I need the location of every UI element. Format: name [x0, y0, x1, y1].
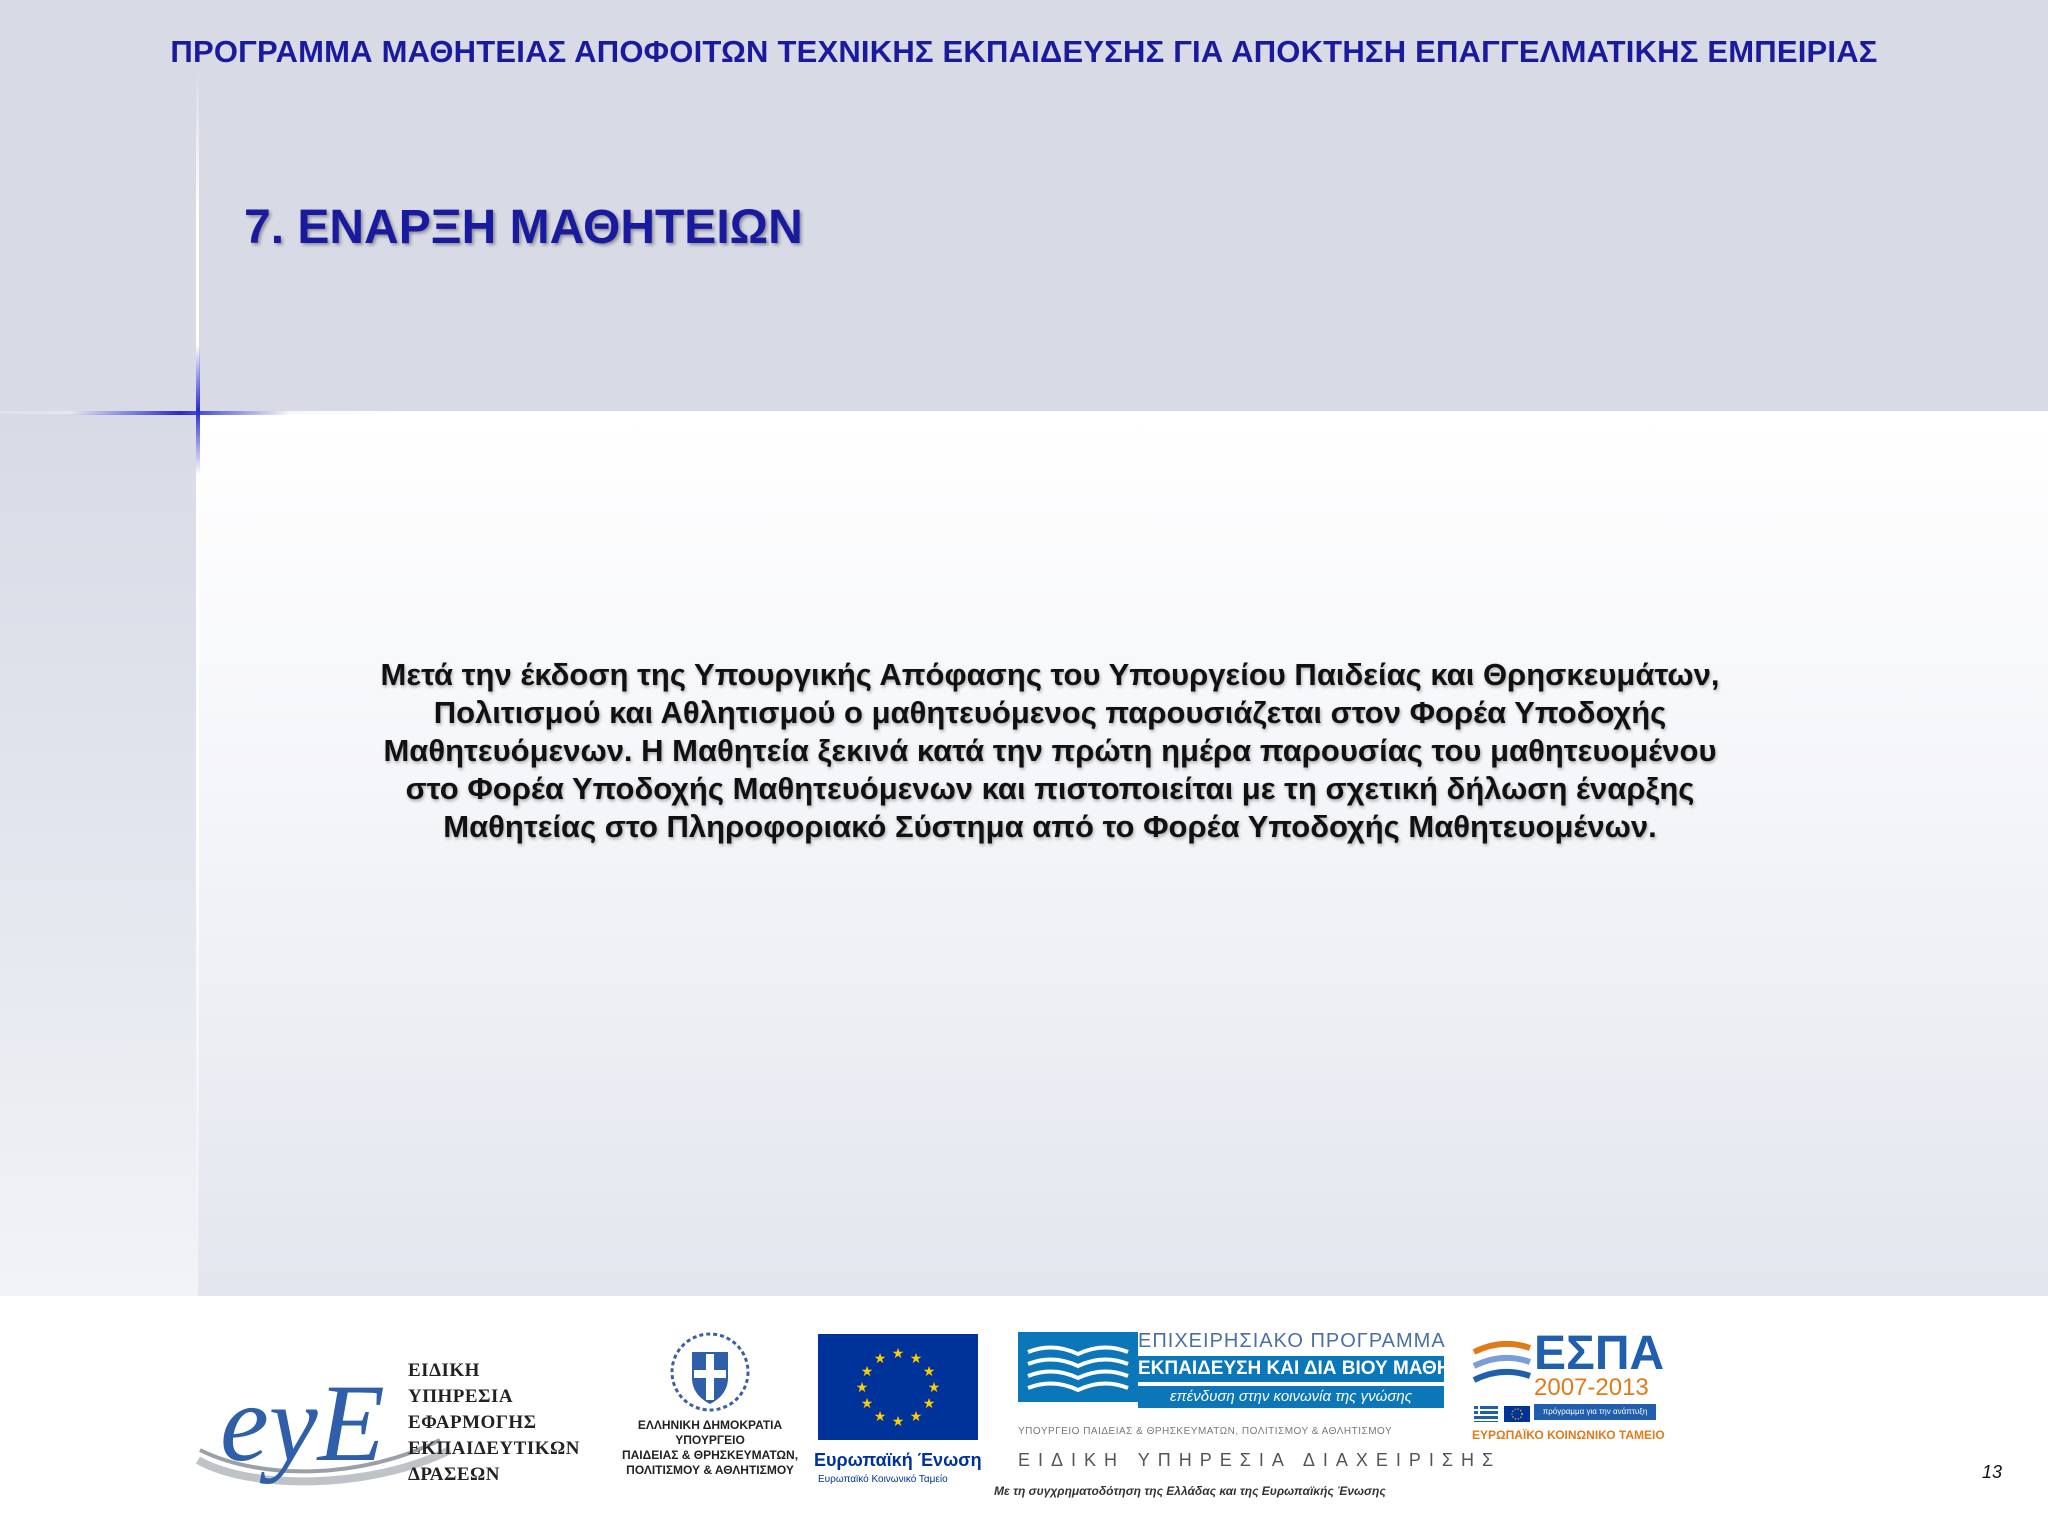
vertical-divider — [196, 70, 199, 1300]
open-book-icon — [1018, 1332, 1138, 1402]
ep-management-authority: ΕΙΔΙΚΗ ΥΠΗΡΕΣΙΑ ΔΙΑΧΕΙΡΙΣΗΣ — [1018, 1450, 1502, 1470]
cross-accent-vertical — [196, 345, 200, 475]
body-line: Πολιτισμού και Αθλητισμού ο μαθητευόμενος παρουσιάζεται στον Φορέα Υποδοχής — [433, 695, 1667, 730]
svg-text:★: ★ — [873, 1409, 887, 1425]
ep-program-label: ΕΠΙΧΕΙΡΗΣΙΑΚΟ ΠΡΟΓΡΑΜΜΑ — [1138, 1330, 1446, 1352]
svg-text:★: ★ — [860, 1364, 874, 1380]
svg-text:★: ★ — [922, 1396, 936, 1412]
ministry-line: ΠΑΙΔΕΙΑΣ & ΘΡΗΣΚΕΥΜΑΤΩΝ, — [621, 1448, 799, 1462]
eu-fund-label: Ευρωπαϊκό Κοινωνικό Ταμείο — [818, 1474, 948, 1485]
page-number: 13 — [1982, 1462, 2003, 1482]
greek-emblem-icon — [668, 1330, 752, 1414]
body-line: Μαθητευόμενων. Η Μαθητεία ξεκινά κατά την πρώτη ημέρα παρουσίας του μαθητευομένου — [383, 733, 1717, 768]
espa-waves-icon — [1472, 1338, 1532, 1398]
eye-logo-letter-e: eyE — [220, 1362, 385, 1484]
eye-agency-name — [408, 1358, 580, 1488]
cross-accent-horizontal — [70, 411, 290, 415]
svg-text:★: ★ — [891, 1414, 905, 1430]
eye-line: ΥΠΗΡΕΣΙΑ — [408, 1386, 514, 1407]
eye-line: ΕΙΔΙΚΗ — [408, 1360, 480, 1381]
ministry-line: ΠΟΛΙΤΙΣΜΟΥ & ΑΘΛΗΤΙΣΜΟΥ — [626, 1463, 794, 1477]
espa-tagline: πρόγραμμα για την ανάπτυξη — [1534, 1404, 1656, 1420]
eu-flag-icon — [818, 1334, 978, 1440]
eu-label: Ευρωπαϊκή Ένωση — [814, 1450, 982, 1470]
horizontal-divider — [0, 411, 2048, 414]
ep-program-slogan: επένδυση στην κοινωνία της γνώσης — [1138, 1386, 1444, 1408]
eye-line: ΕΦΑΡΜΟΓΗΣ — [408, 1412, 537, 1433]
program-title: ΠΡΟΓΡΑΜΜΑ ΜΑΘΗΤΕΙΑΣ ΑΠΟΦΟΙΤΩΝ ΤΕΧΝΙΚΗΣ ΕΚΠΑΙΔΕΥΣΗΣ ΓΙΑ ΑΠΟΚΤΗΣΗ ΕΠΑΓΓΕΛΜΑΤΙΚΗΣ ΕΜΠΕΙΡΙΑΣ — [170, 34, 1878, 69]
svg-text:★: ★ — [909, 1409, 923, 1425]
body-paragraph — [250, 656, 1850, 846]
greek-ministry-label — [600, 1418, 820, 1478]
espa-years: 2007-2013 — [1534, 1374, 1649, 1401]
body-line: Μετά την έκδοση της Υπουργικής Απόφασης του Υπουργείου Παιδείας και Θρησκευμάτων, — [380, 657, 1720, 692]
espa-fund-label: ΕΥΡΩΠΑΪΚΟ ΚΟΙΝΩΝΙΚΟ ΤΑΜΕΙΟ — [1472, 1428, 1665, 1442]
section-title: 7. ΕΝΑΡΞΗ ΜΑΘΗΤΕΙΩΝ — [244, 201, 803, 254]
eye-line: ΔΡΑΣΕΩΝ — [408, 1464, 500, 1485]
flags-icon — [1474, 1406, 1530, 1422]
eye-line: ΕΚΠΑΙΔΕΥΤΙΚΩΝ — [408, 1438, 580, 1459]
svg-text:★: ★ — [909, 1351, 923, 1367]
svg-text:★: ★ — [922, 1364, 936, 1380]
svg-text:★: ★ — [927, 1380, 941, 1396]
espa-title: ΕΣΠΑ — [1534, 1327, 1665, 1380]
content-background — [198, 414, 2048, 1296]
ministry-line: ΥΠΟΥΡΓΕΙΟ — [675, 1433, 745, 1447]
ministry-line: ΕΛΛΗΝΙΚΗ ΔΗΜΟΚΡΑΤΙΑ — [637, 1418, 783, 1432]
cofinance-note: Με τη συγχρηματοδότηση της Ελλάδας και της Ευρωπαϊκής Ένωσης — [994, 1484, 1386, 1498]
left-background — [0, 414, 198, 1296]
footer-bottom — [0, 1508, 2048, 1536]
svg-text:★: ★ — [860, 1396, 874, 1412]
body-line: στο Φορέα Υποδοχής Μαθητευόμενων και πιστοποιείται με τη σχετική δήλωση έναρξης — [405, 771, 1695, 806]
ep-program-name: ΕΚΠΑΙΔΕΥΣΗ ΚΑΙ ΔΙΑ ΒΙΟΥ ΜΑΘΗΣΗ — [1138, 1356, 1444, 1382]
body-line: Μαθητείας στο Πληροφοριακό Σύστημα από το Φορέα Υποδοχής Μαθητευομένων. — [443, 809, 1657, 844]
svg-text:★: ★ — [855, 1380, 869, 1396]
svg-text:★: ★ — [873, 1351, 887, 1367]
svg-text:★: ★ — [891, 1346, 905, 1362]
ep-ministry-line: ΥΠΟΥΡΓΕΙΟ ΠΑΙΔΕΙΑΣ & ΘΡΗΣΚΕΥΜΑΤΩΝ, ΠΟΛΙΤΙΣΜΟΥ & ΑΘΛΗΤΙΣΜΟΥ — [1018, 1426, 1393, 1437]
